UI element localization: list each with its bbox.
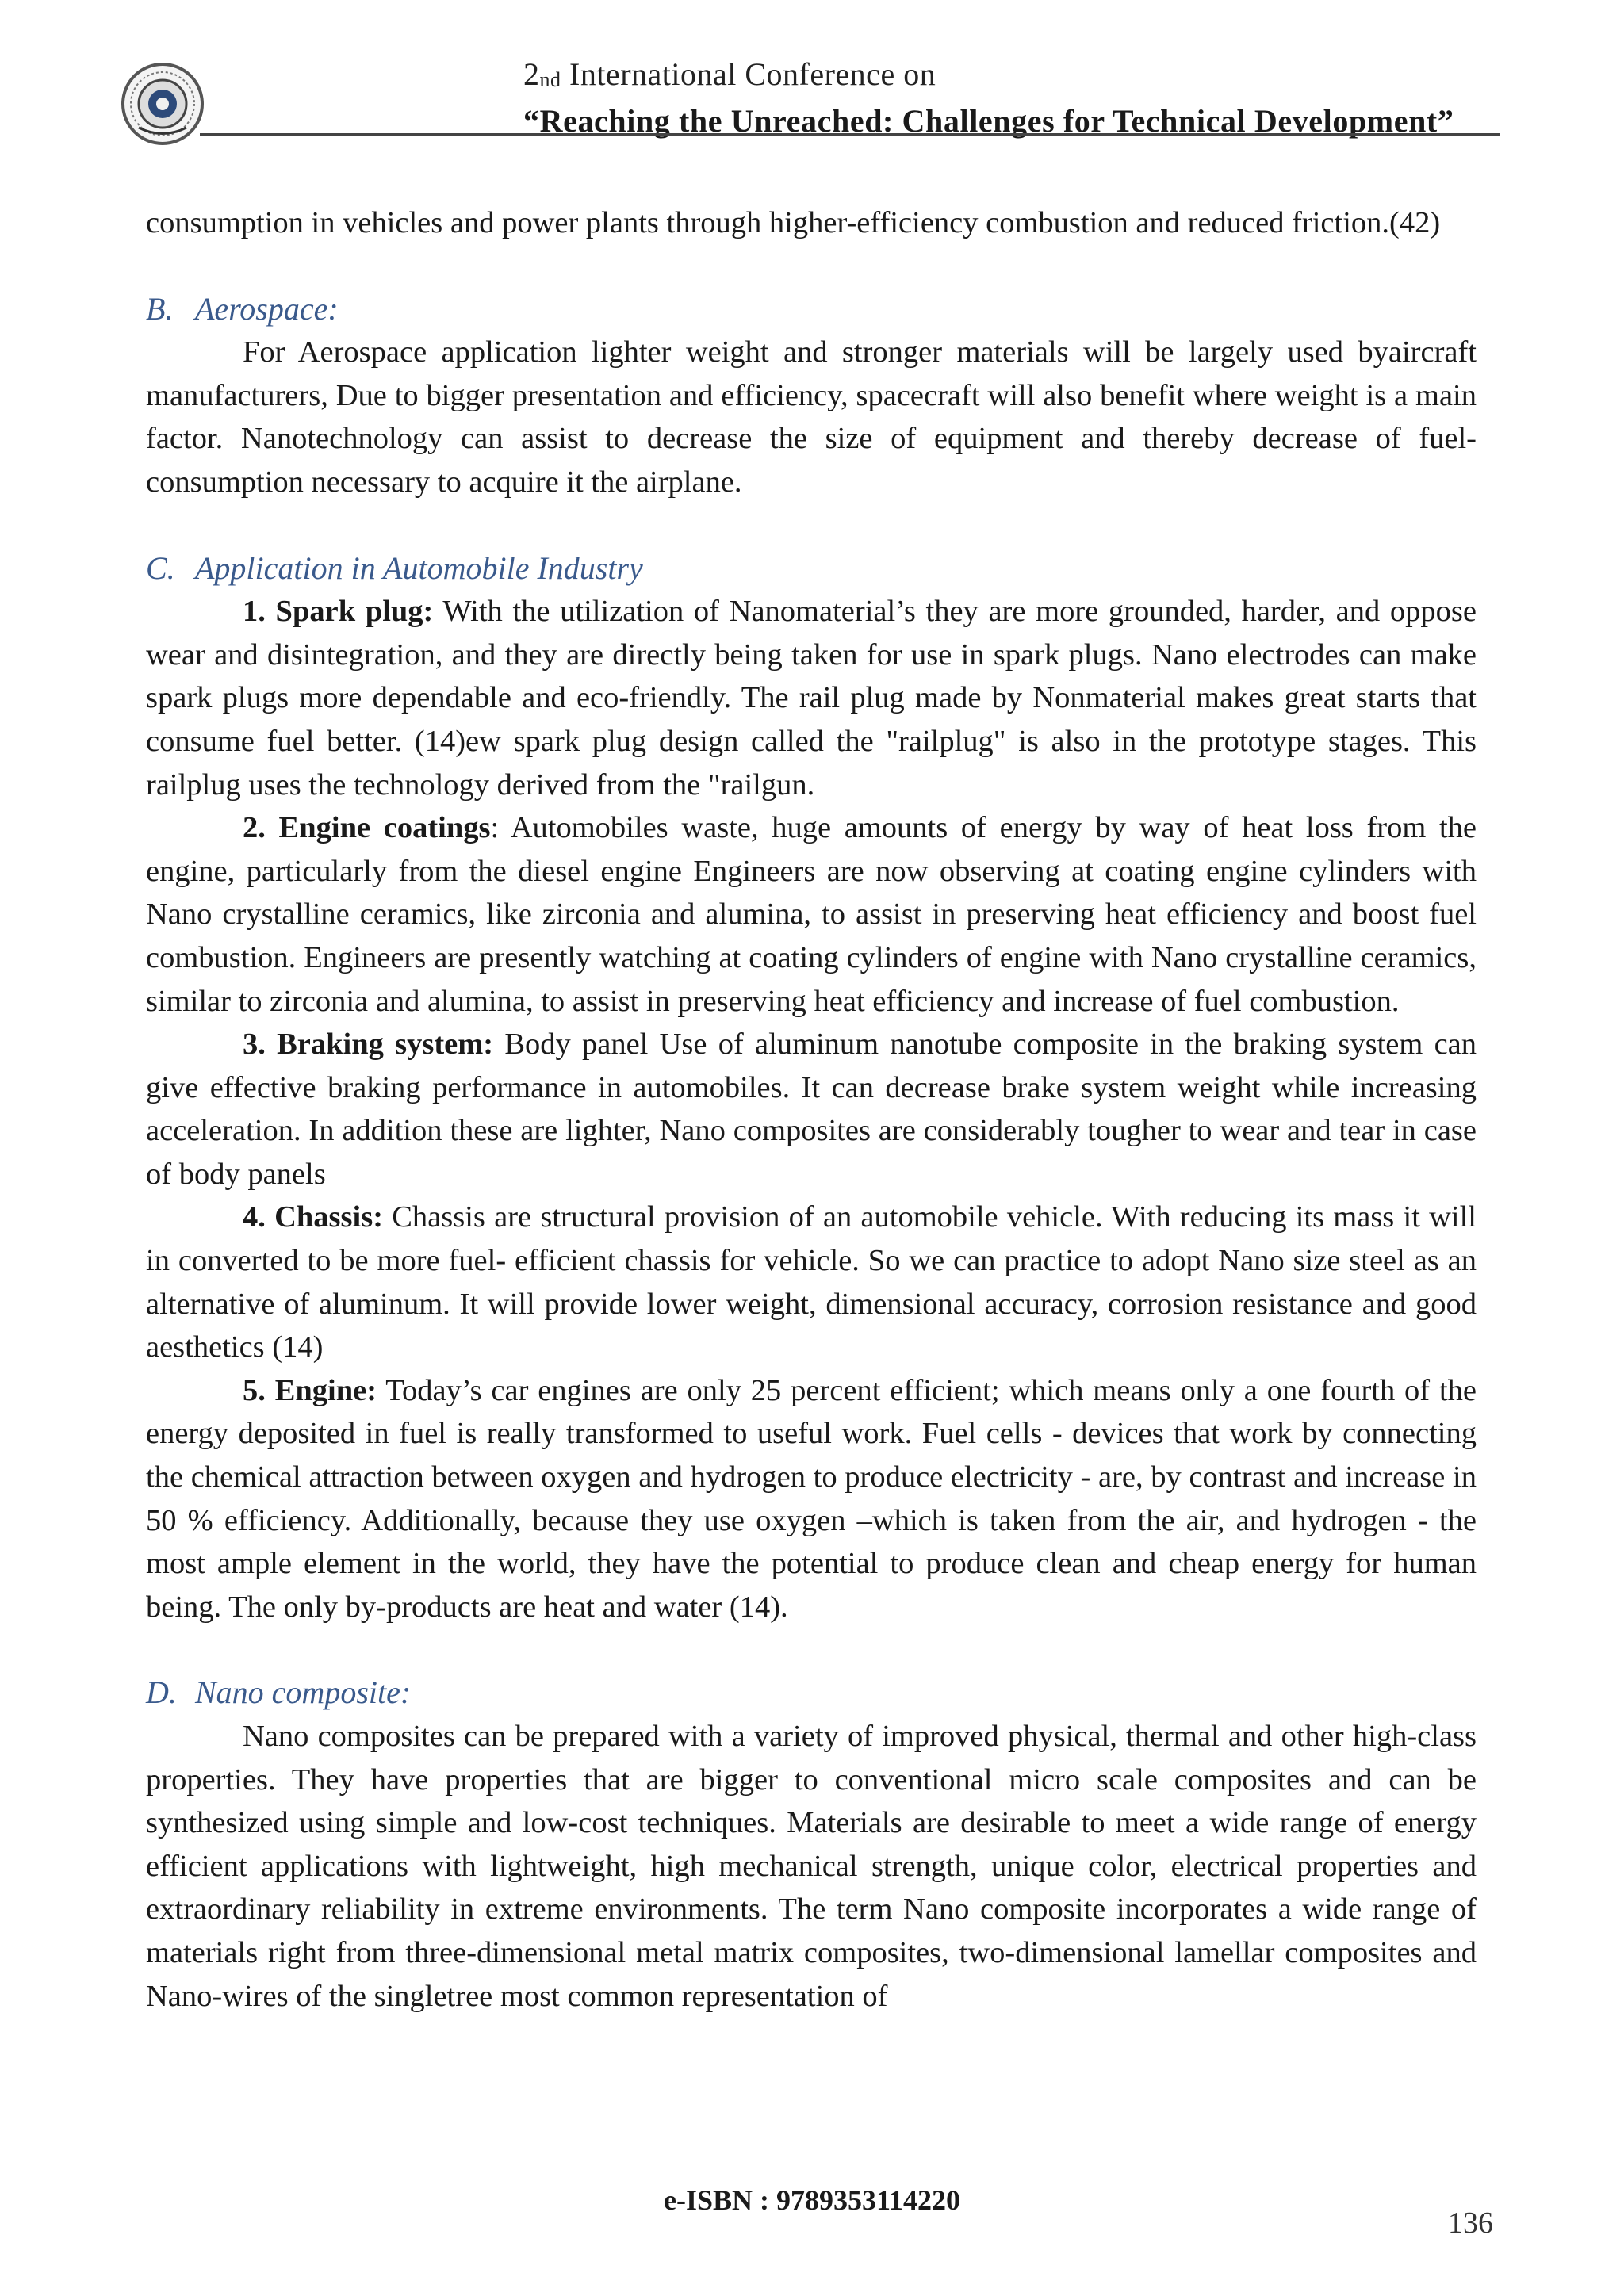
list-item-braking-system: 3. Braking system: Body panel Use of aluminum nanotube composite in the braking system can give effective braking performance in automobiles. It can decrease brake system weight while increasing acceleration. In addition these are lighter, Nano composites are considerably tougher to wear and tear in case of body panels <box>146 1027 1477 1191</box>
list-item-spark-plug: 1. Spark plug: With the utilization of Nanomaterial’s they are more grounded, harder, and oppose wear and disintegration, and they are directly being taken for use in spark plugs. Nano electrodes can make spark plugs more dependable and eco-friendly. The rail plug made by Nonmaterial makes great starts that consume fuel better. (14)ew spark plug design called the "railplug" is also in the prototype stages. This railplug uses the technology derived from the "railgun. <box>146 595 1477 802</box>
section-heading-nano-composite: D. Nano composite: <box>146 1674 412 1711</box>
isbn-footer: e-ISBN : 9789353114220 <box>663 2184 960 2216</box>
section-heading-aerospace: B. Aerospace: <box>146 290 339 327</box>
intro-paragraph: consumption in vehicles and power plants through higher-efficiency combustion and reduced friction.(42) <box>146 206 1441 239</box>
page-number: 136 <box>1448 2206 1493 2240</box>
header-divider <box>200 133 1500 136</box>
conference-seal-icon <box>119 60 206 147</box>
article-body <box>146 201 1477 2018</box>
conference-title: 2nd International Conference on <box>523 56 936 92</box>
aerospace-paragraph: For Aerospace application lighter weight and stronger materials will be largely used byaircraft manufacturers, Due to bigger presentation and efficiency, spacecraft will also benefit where weight is a main factor. Nanotechnology can assist to decrease the size of equipment and thereby decrease of fuel-consumption necessary to acquire it the airplane. <box>146 335 1477 499</box>
conference-header <box>523 54 1507 142</box>
nano-composite-paragraph: Nano composites can be prepared with a variety of improved physical, thermal and other high-class properties. They have properties that are bigger to conventional micro scale composites and can be synthesized using simple and low-cost techniques. Materials are desirable to meet a wide range of energy efficient applications with lightweight, high mechanical strength, unique color, electrical properties and extraordinary reliability in extreme environments. The term Nano composite incorporates a wide range of materials right from three-dimensional metal matrix composites, two-dimensional lamellar composites and Nano-wires of the singletree most common representation of <box>146 1720 1477 2013</box>
section-heading-automobile: C. Application in Automobile Industry <box>146 549 643 586</box>
list-item-engine-coatings: 2. Engine coatings: Automobiles waste, huge amounts of energy by way of heat loss from the engine, particularly from the diesel engine Engineers are now observing at coating engine cylinders with Nano crystalline ceramics, like zirconia and alumina, to assist in preserving heat efficiency and boost fuel combustion. Engineers are presently watching at coating cylinders of engine with Nano crystalline ceramics, similar to zirconia and alumina, to assist in preserving heat efficiency and increase of fuel combustion. <box>146 811 1477 1018</box>
list-item-chassis: 4. Chassis: Chassis are structural provision of an automobile vehicle. With reducing its mass it will in converted to be more fuel- efficient chassis for vehicle. So we can practice to adopt Nano size steel as an alternative of aluminum. It will provide lower weight, dimensional accuracy, corrosion resistance and good aesthetics (14) <box>146 1200 1477 1364</box>
conference-theme: “Reaching the Unreached: Challenges for Technical Development” <box>523 103 1454 139</box>
list-item-engine: 5. Engine: Today’s car engines are only 25 percent efficient; which means only a one fourth of the energy deposited in fuel is really transformed to useful work. Fuel cells - devices that work by connecting the chemical attraction between oxygen and hydrogen to produce electricity - are, by contrast and increase in 50 % efficiency. Additionally, because they use oxygen –which is taken from the air, and hydrogen - the most ample element in the world, they have the potential to produce clean and cheap energy for human being. The only by-products are heat and water (14). <box>146 1373 1477 1624</box>
